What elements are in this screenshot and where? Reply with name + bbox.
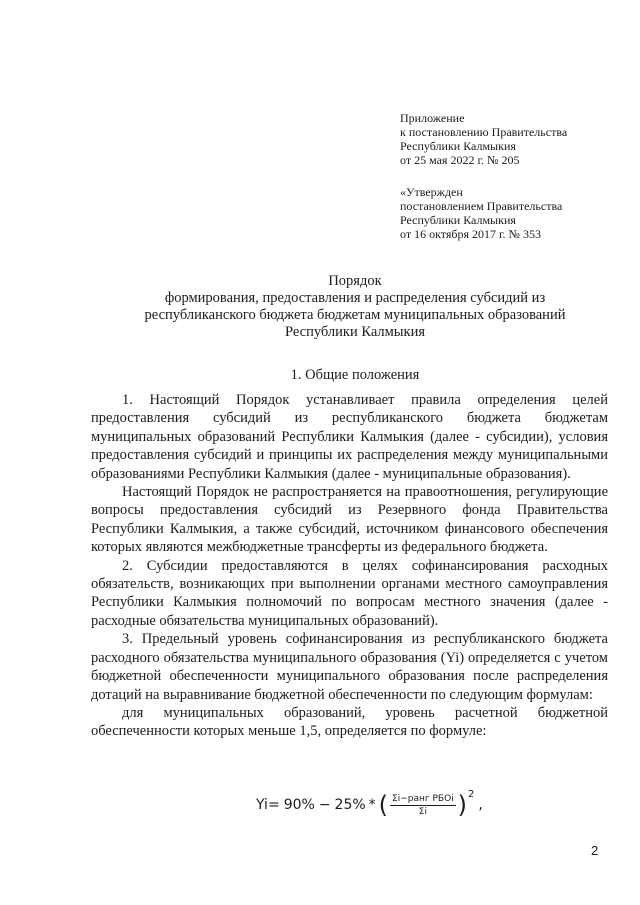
title-line: республиканского бюджета бюджетам муниципальных образований [144,307,566,323]
paragraph: 3. Предельный уровень софинансирования из республиканского бюджета расходного обязательства муниципального образования (Yi) определяется с учетом бюджетной обеспеченности муниципального образования после распределения дотаций на выравнивание бюджетной обеспеченности по следующим формулам: [91,631,608,703]
paragraph: 2. Субсидии предоставляются в целях софинансирования расходных обязательств, возникающих при выполнении органами местного самоуправления Республики Калмыкия полномочий по вопросам местного значения (далее - расходные обязательства муниципальных образований). [91,557,608,629]
formula-trailing-comma: , [478,797,483,813]
document-title [100,273,610,341]
formula-exponent: 2 [468,788,475,800]
approval-reference [400,185,562,241]
formula-open-paren: ( [378,791,389,819]
approval-line: «Утвержден [400,185,463,199]
page-number: 2 [591,843,599,858]
formula-second-term: 25% [334,797,366,813]
formula [256,788,483,819]
formula-times: * [368,797,376,813]
formula-numerator: Σi−ранг РБОi [392,793,454,804]
formula-close-paren: ) [457,791,468,819]
formula-lhs: Yi= [256,797,280,813]
formula-fraction [390,794,456,817]
title-line: Порядок [328,273,382,289]
approval-line: Республики Калмыкия [400,213,516,227]
formula-first-term: 90% [283,797,315,813]
paragraph: для муниципальных образований, уровень расчетной бюджетной обеспеченности которых меньше 1,5, определяется по формуле: [91,704,608,740]
section-heading: 1. Общие положения [290,367,420,383]
appendix-line: к постановлению Правительства [400,125,568,139]
appendix-line: Республики Калмыкия [400,139,516,153]
paragraph: 1. Настоящий Порядок устанавливает правила определения целей предоставления субсидий из республиканского бюджета бюджетам муниципальных образований Республики Калмыкия (далее - субсидии), условия предоставления субсидий и принципы их распределения между муниципальными образованиями Республики Калмыкия (далее - муниципальные образования). [91,392,608,482]
formula-denominator: Σi [418,806,427,817]
appendix-line: от 25 мая 2022 г. № 205 [400,153,520,167]
appendix-reference [400,111,567,167]
title-line: формирования, предоставления и распределения субсидий из [164,290,546,306]
formula-minus: − [318,797,331,813]
document-body [91,391,608,741]
approval-line: от 16 октября 2017 г. № 353 [400,227,542,241]
title-line: Республики Калмыкия [284,324,426,340]
approval-line: постановлением Правительства [400,199,563,213]
appendix-line: Приложение [400,111,465,125]
paragraph: Настоящий Порядок не распространяется на правоотношения, регулирующие вопросы предоставления субсидий из Резервного фонда Правительства Республики Калмыкия, а также субсидий, источником финансового обеспечения которых являются межбюджетные трансферты из федерального бюджета. [91,484,608,556]
